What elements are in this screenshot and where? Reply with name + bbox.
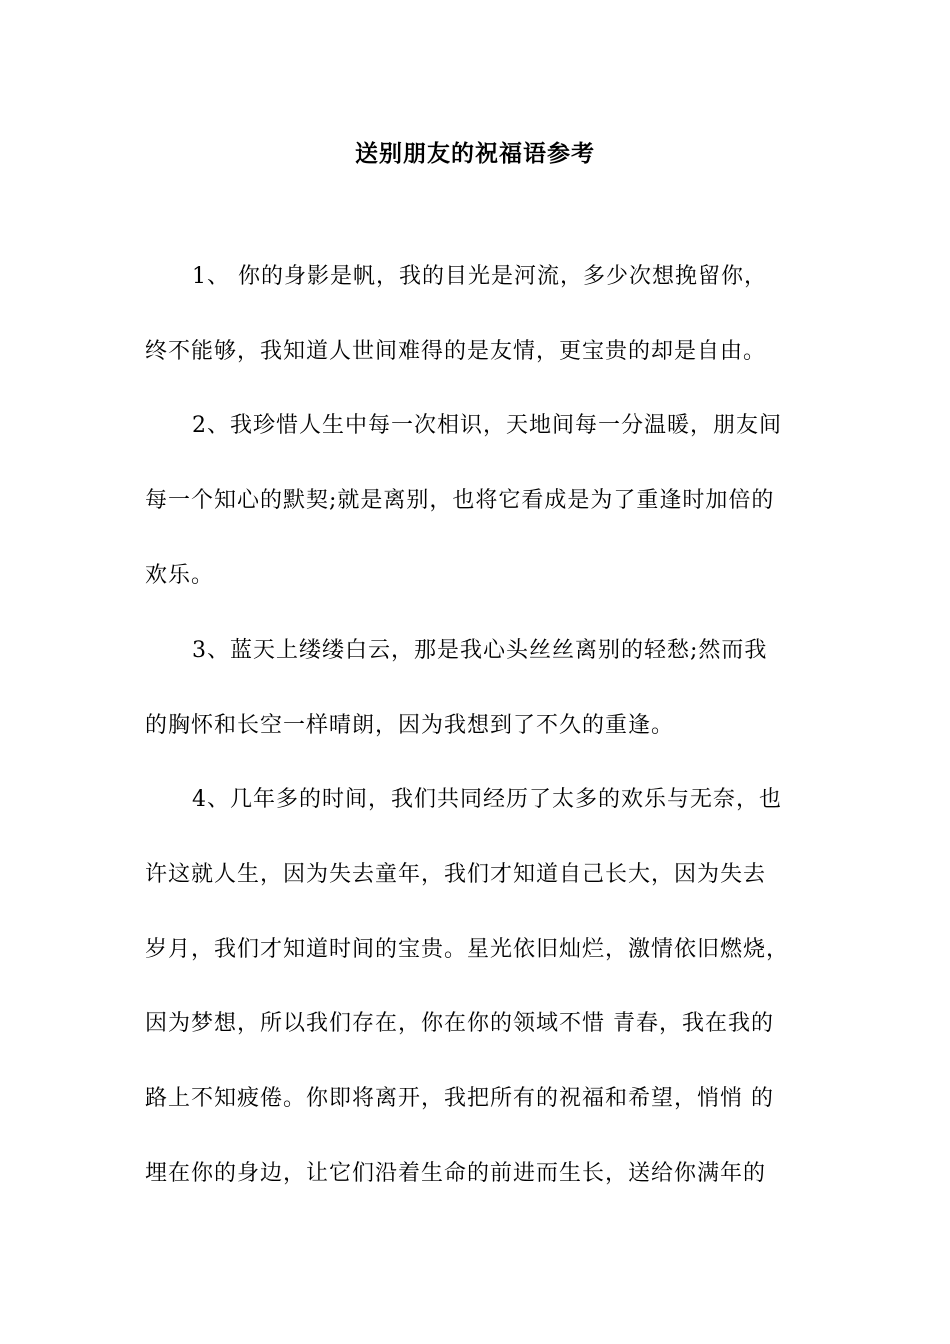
paragraph-line: 岁月，我们才知道时间的宝贵。星光依旧灿烂，激情依旧燃烧， <box>145 937 790 962</box>
paragraph-line: 许这就人生，因为失去童年，我们才知道自己长大，因为失去 <box>145 862 767 887</box>
paragraph-line: 埋在你的身边，让它们沿着生命的前进而生长，送给你满年的 <box>145 1161 767 1186</box>
paragraph-line: 欢乐。 <box>145 563 215 588</box>
document-title: 送别朋友的祝福语参考 <box>355 141 595 167</box>
paragraph-line: 因为梦想，所以我们存在，你在你的领域不惜 青春，我在我的 <box>145 1011 774 1036</box>
paragraph-line: 终不能够，我知道人世间难得的是友情，更宝贵的却是自由。 <box>145 339 767 364</box>
paragraph-line: 4、几年多的时间，我们共同经历了太多的欢乐与无奈，也 <box>192 787 782 812</box>
paragraph-line: 路上不知疲倦。你即将离开，我把所有的祝福和希望，悄悄 的 <box>145 1086 774 1111</box>
paragraph-line: 2、我珍惜人生中每一次相识，天地间每一分温暖，朋友间 <box>192 413 782 438</box>
paragraph-line: 每一个知心的默契;就是离别，也将它看成是为了重逢时加倍的 <box>145 488 775 513</box>
paragraph-line: 1、 你的身影是帆，我的目光是河流，多少次想挽留你， <box>192 264 767 289</box>
paragraph-line: 3、蓝天上缕缕白云，那是我心头丝丝离别的轻愁;然而我 <box>192 638 768 663</box>
paragraph-line: 的胸怀和长空一样晴朗，因为我想到了不久的重逢。 <box>145 713 675 738</box>
